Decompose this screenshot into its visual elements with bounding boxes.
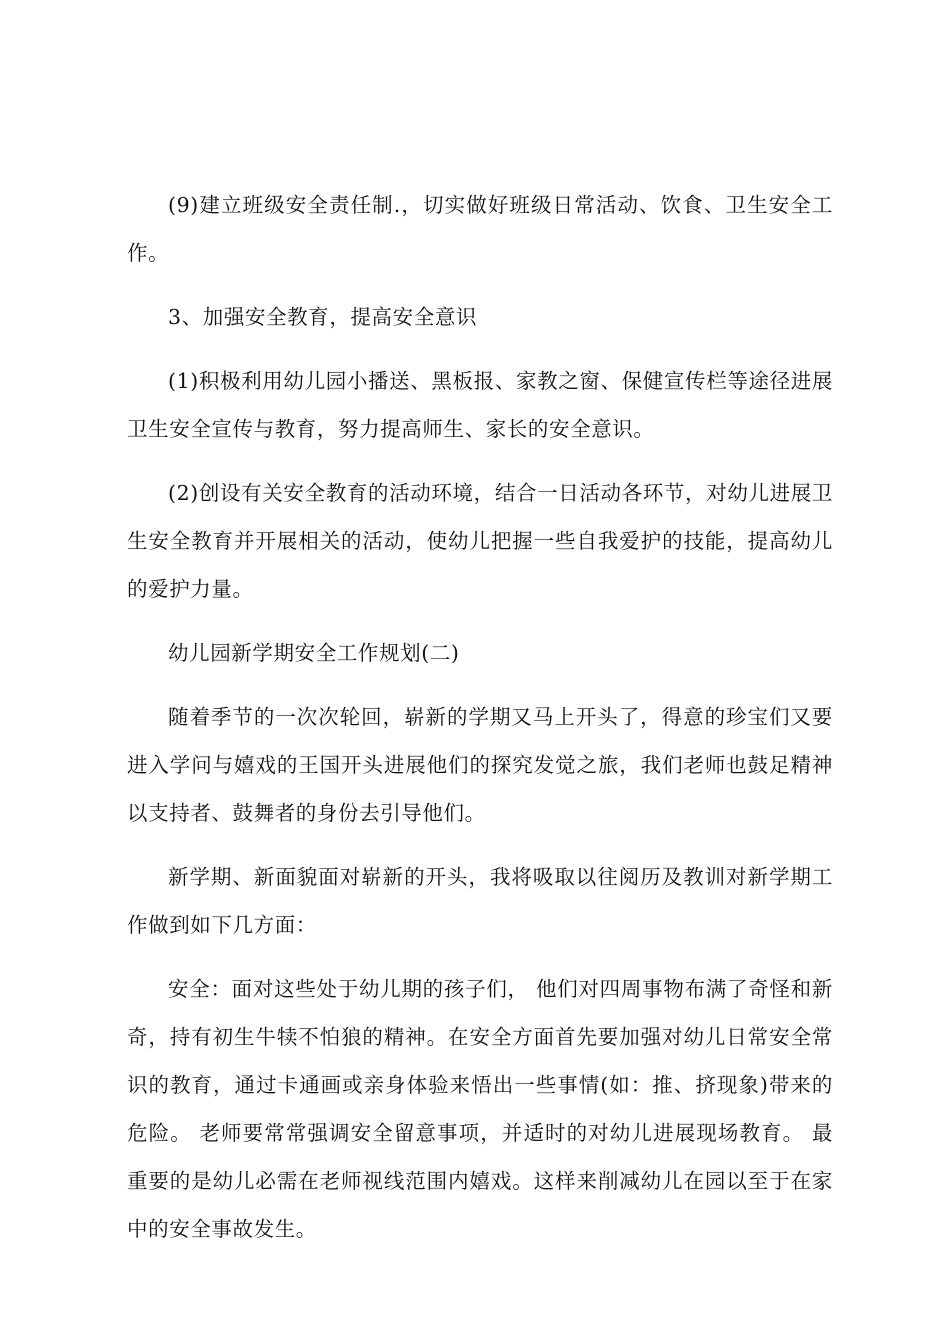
section-heading-safety-education: 3、加强安全教育，提高安全意识 — [168, 305, 478, 329]
section-title-plan-two: 幼儿园新学期安全工作规划(二) — [168, 641, 460, 665]
document-body — [127, 181, 833, 1269]
paragraph-new-semester: 新学期、新面貌面对崭新的开头，我将吸取以往阅历及教训对新学期工作做到如下几方面： — [127, 865, 833, 937]
paragraph-safety: 安全：面对这些处于幼儿期的孩子们， 他们对四周事物布满了奇怪和新奇，持有初生牛犊不怕狼的精神。在安全方面首先要加强对幼儿日常安全常识的教育，通过卡通画或亲身体验来悟出一些事情(如：推、挤现象)带来的危险。 老师要常常强调安全留意事项，并适时的对幼儿进展现场教育。 最重要的是幼儿必需在老师视线范围内嬉戏。这样来削减幼儿在园以至于在家中的安全事故发生。 — [127, 977, 833, 1241]
paragraph-item-1-publicity: (1)积极利用幼儿园小播送、黑板报、家教之窗、保健宣传栏等途径进展卫生安全宣传与教育，努力提高师生、家长的安全意识。 — [127, 369, 833, 441]
paragraph-intro: 随着季节的一次次轮回，崭新的学期又马上开头了，得意的珍宝们又要进入学问与嬉戏的王国开头进展他们的探究发觉之旅，我们老师也鼓足精神以支持者、鼓舞者的身份去引导他们。 — [127, 705, 833, 825]
paragraph-item-2-environment: (2)创设有关安全教育的活动环境，结合一日活动各环节，对幼儿进展卫生安全教育并开展相关的活动，使幼儿把握一些自我爱护的技能，提高幼儿的爱护力量。 — [127, 481, 833, 601]
paragraph-item-9-responsibility: (9)建立班级安全责任制.，切实做好班级日常活动、饮食、卫生安全工作。 — [127, 193, 833, 265]
